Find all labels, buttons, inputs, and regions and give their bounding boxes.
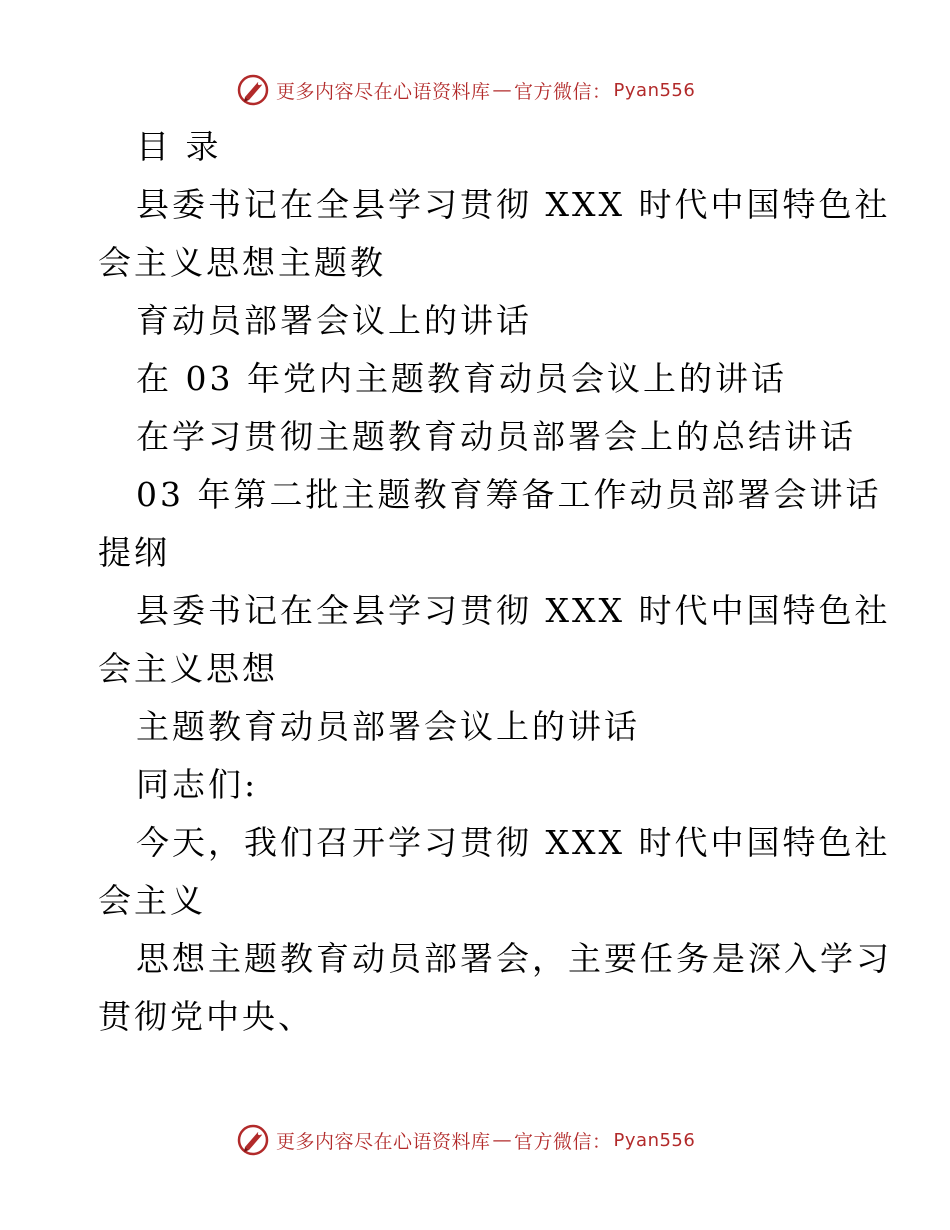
document-line: 会主义思想主题教 (98, 243, 386, 282)
document-line: 会主义 (98, 881, 206, 920)
document-line: 在 03 年党内主题教育动员会议上的讲话 (136, 359, 787, 398)
header-banner-slogan: 更多内容尽在心语资料库 (276, 80, 491, 103)
pen-logo-icon (236, 1123, 270, 1157)
header-banner-text (276, 77, 695, 104)
header-banner-separator: — (492, 79, 513, 101)
footer-banner (0, 1120, 950, 1160)
document-line: 县委书记在全县学习贯彻 XXX 时代中国特色社 (136, 591, 891, 630)
document-line: 思想主题教育动员部署会，主要任务是深入学习 (136, 939, 892, 978)
footer-banner-slogan: 更多内容尽在心语资料库 (276, 1130, 491, 1153)
footer-banner-contact: 官方微信： (514, 1130, 612, 1153)
document-line: 贯彻党中央、 (98, 997, 314, 1036)
document-line: 同志们: (136, 765, 259, 804)
footer-banner-handle: Pyan556 (613, 1129, 696, 1151)
header-banner (0, 70, 950, 110)
document-line: 在学习贯彻主题教育动员部署会上的总结讲话 (136, 417, 856, 456)
document-line: 03 年第二批主题教育筹备工作动员部署会讲话 (136, 475, 882, 514)
footer-banner-content (236, 1120, 695, 1160)
document-line: 会主义思想 (98, 649, 278, 688)
document-line: 提纲 (98, 533, 170, 572)
pen-logo-icon (236, 73, 270, 107)
document-line: 主题教育动员部署会议上的讲话 (136, 707, 640, 746)
document-line: 县委书记在全县学习贯彻 XXX 时代中国特色社 (136, 185, 891, 224)
header-banner-contact: 官方微信： (514, 80, 612, 103)
footer-banner-text (276, 1127, 695, 1154)
document-line: 今天，我们召开学习贯彻 XXX 时代中国特色社 (136, 823, 891, 862)
header-banner-handle: Pyan556 (613, 79, 696, 101)
document-line: 目 录 (136, 127, 222, 166)
document-body (98, 118, 892, 1046)
header-banner-content (236, 70, 695, 110)
document-line: 育动员部署会议上的讲话 (136, 301, 532, 340)
footer-banner-separator: — (492, 1129, 513, 1151)
